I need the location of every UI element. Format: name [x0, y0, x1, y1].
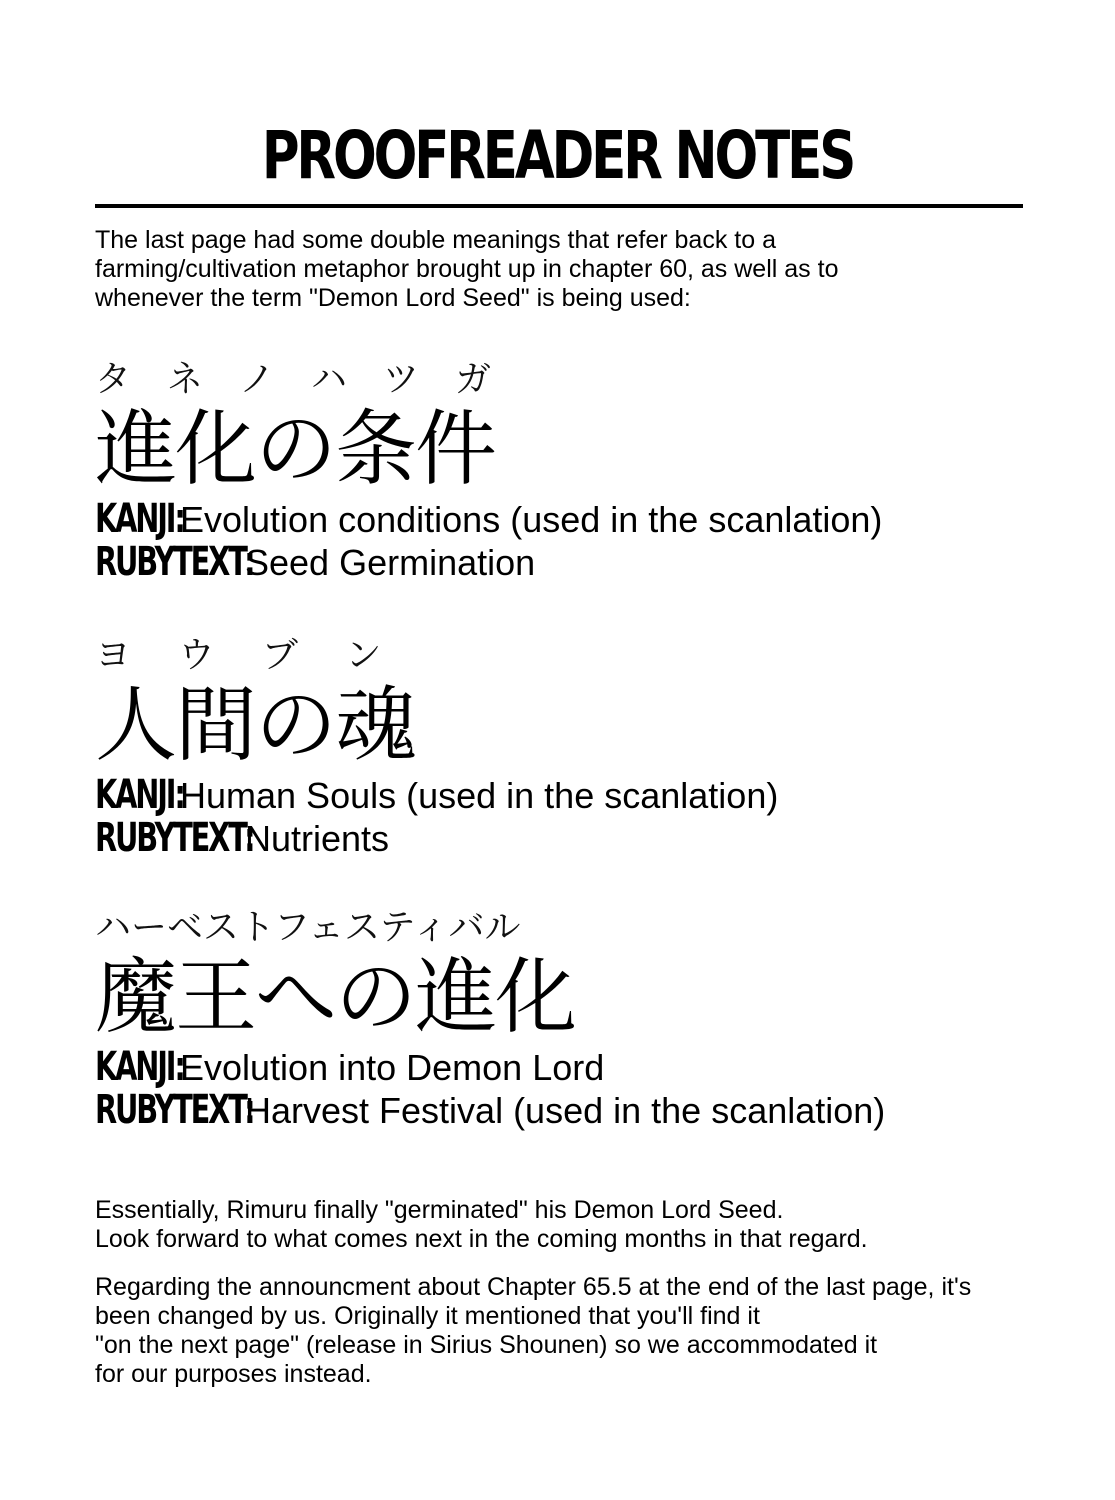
intro-line: whenever the term "Demon Lord Seed" is being used: [95, 284, 691, 312]
kanji-term: 魔王への進化 [95, 950, 576, 1045]
kanji-label: KANJI: [95, 496, 184, 542]
kanji-term: 人間の魂 [95, 678, 416, 773]
term-entry-3 [95, 906, 1045, 1132]
title-divider [95, 204, 1023, 208]
kanji-definition [95, 498, 1045, 541]
term-entry-2 [95, 634, 1045, 860]
term-entry-1 [95, 358, 1045, 584]
intro-line: farming/cultivation metaphor brought up in chapter 60, as well as to [95, 255, 839, 283]
closing-line: Look forward to what comes next in the coming months in that regard. [95, 1225, 868, 1253]
kanji-meaning: Evolution conditions (used in the scanlation) [180, 499, 883, 540]
ruby-definition [95, 817, 1045, 860]
ruby-text: ヨ ウ ブ ン [95, 635, 382, 676]
kanji-label: KANJI: [95, 1044, 184, 1090]
ruby-meaning: Seed Germination [245, 542, 536, 583]
kanji-label: KANJI: [95, 772, 184, 818]
closing-line: been changed by us. Originally it mentioned that you'll find it [95, 1302, 760, 1330]
ruby-meaning: Harvest Festival (used in the scanlation) [245, 1090, 886, 1131]
closing-line: for our purposes instead. [95, 1360, 372, 1388]
kanji-meaning: Evolution into Demon Lord [180, 1047, 605, 1088]
ruby-label: RUBYTEXT: [95, 1087, 254, 1133]
kanji-definition [95, 774, 1045, 817]
ruby-label: RUBYTEXT: [95, 539, 254, 585]
ruby-definition [95, 541, 1045, 584]
ruby-text: タ ネ ノ ハ ツ ガ [95, 359, 492, 400]
closing-paragraph-2 [95, 1273, 1025, 1389]
kanji-meaning: Human Souls (used in the scanlation) [180, 775, 779, 816]
closing-line: "on the next page" (release in Sirius Shounen) so we accommodated it [95, 1331, 878, 1359]
ruby-meaning: Nutrients [245, 818, 390, 859]
closing-line: Essentially, Rimuru finally "germinated" his Demon Lord Seed. [95, 1196, 784, 1224]
page-title: PROOFREADER NOTES [261, 117, 854, 194]
kanji-definition [95, 1046, 1045, 1089]
intro-paragraph [95, 226, 1025, 313]
closing-paragraph-1 [95, 1196, 1025, 1254]
closing-line: Regarding the announcment about Chapter 65.5 at the end of the last page, it's [95, 1273, 972, 1301]
ruby-text: ハーベストフェスティバル [95, 907, 521, 948]
ruby-label: RUBYTEXT: [95, 815, 254, 861]
ruby-definition [95, 1089, 1045, 1132]
kanji-term: 進化の条件 [95, 402, 496, 497]
intro-line: The last page had some double meanings that refer back to a [95, 226, 776, 254]
